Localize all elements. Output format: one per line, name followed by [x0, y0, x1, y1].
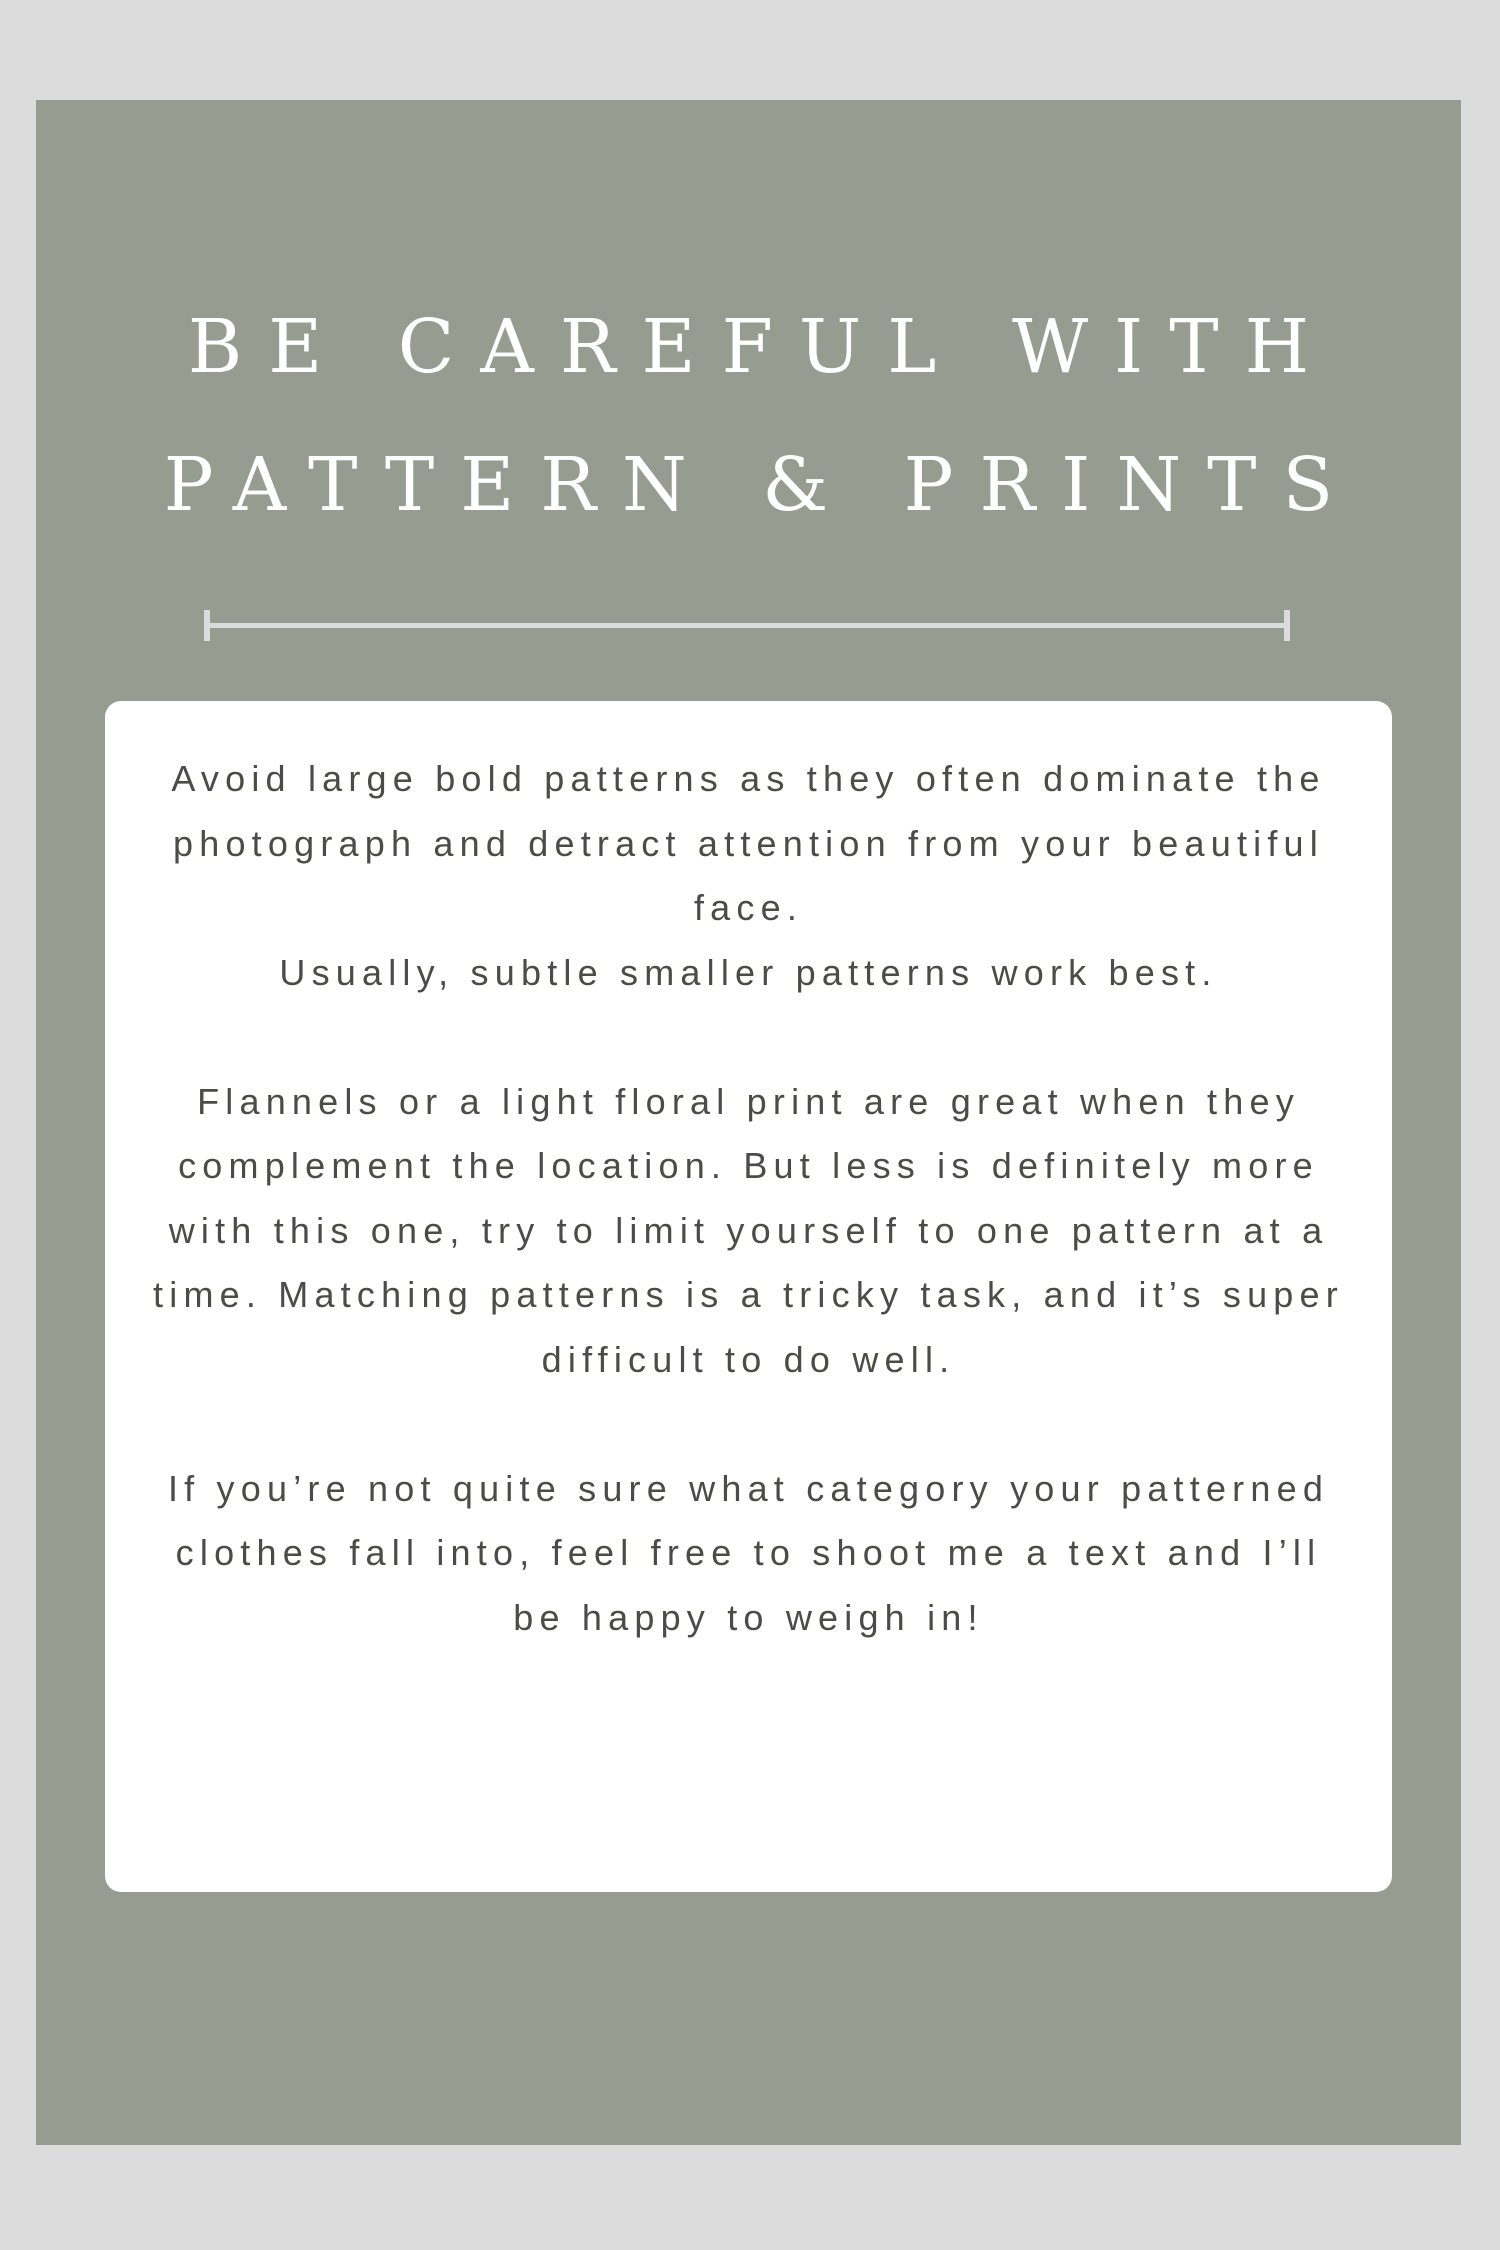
paragraph-subtle-patterns: Usually, subtle smaller patterns work best.	[279, 951, 1218, 993]
paragraph-spacer	[145, 1005, 1352, 1070]
poster	[36, 100, 1461, 2145]
divider-right-cap	[1284, 610, 1290, 641]
paragraph-contact: If you’re not quite sure what category your patterned clothes fall into, feel free to shoot me a text and I’ll be happy to weigh in!	[167, 1467, 1330, 1638]
title-line-1: BE CAREFUL WITH	[187, 304, 1336, 390]
paragraph-avoid-bold-patterns: Avoid large bold patterns as they often dominate the photograph and detract attention from your beautiful face.	[171, 758, 1326, 928]
divider-line	[204, 623, 1290, 628]
card-body	[145, 747, 1352, 1650]
paragraph-spacer	[145, 1392, 1352, 1457]
content-card	[105, 701, 1392, 1892]
title-line-2: PATTERN & PRINTS	[163, 442, 1360, 528]
paragraph-flannels-floral: Flannels or a light floral print are great when they complement the location. But less is definitely more with this one, try to limit yourself to one pattern at a time. Matching patterns is a tricky task, and it’s super difficult to do well.	[153, 1080, 1344, 1380]
page-title	[36, 278, 1461, 554]
divider	[204, 610, 1290, 640]
